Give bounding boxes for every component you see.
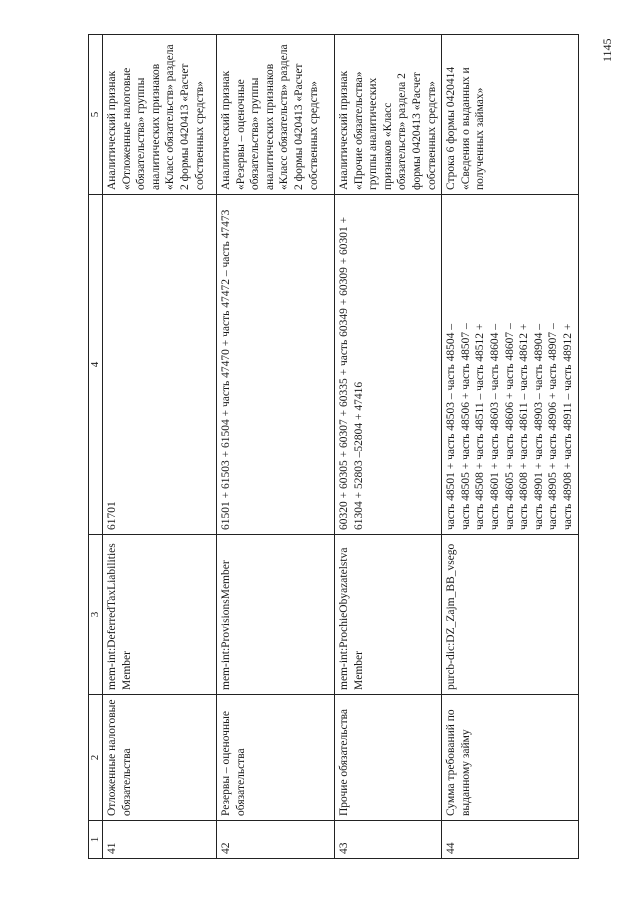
data-table (88, 34, 579, 859)
indicator-name: Отложенные налоговые обязательства (103, 695, 217, 821)
row-number: 43 (335, 821, 442, 859)
table-row (103, 35, 217, 859)
xbrl-element: mem-int:ProchieObyazatelstvaMember (335, 535, 442, 695)
header-row (89, 35, 103, 859)
source-note: Аналитический признак «Отложенные налоговые обязательства» группы аналитических признаков «Класс обязательств» раздела 2 формы 0420413 «Расчет собственных средств» (103, 35, 217, 195)
header-cell: 5 (89, 35, 103, 195)
source-note: Строка 6 формы 0420414 «Сведения о выданных и полученных займах» (442, 35, 578, 195)
indicator-name: Прочие обязательства (335, 695, 442, 821)
account-formula: 60320 + 60305 + 60307 + 60335 + часть 60349 + 60309 + 60301 + 61304 + 52803 –52804 + 47416 (335, 195, 442, 535)
row-number: 44 (442, 821, 578, 859)
account-formula: 61701 (103, 195, 217, 535)
row-number: 42 (217, 821, 335, 859)
header-cell: 3 (89, 535, 103, 695)
table-row (335, 35, 442, 859)
account-formula: 61501 + 61503 + 61504 + часть 47470 + часть 47472 – часть 47473 (217, 195, 335, 535)
indicator-name: Сумма требований по выданному займу (442, 695, 578, 821)
indicator-name: Резервы – оценочные обязательства (217, 695, 335, 821)
xbrl-element: mem-int:ProvisionsMember (217, 535, 335, 695)
header-cell: 2 (89, 695, 103, 821)
header-cell: 1 (89, 821, 103, 859)
table-row (217, 35, 335, 859)
source-note: Аналитический признак «Прочие обязательства» группы аналитических признаков «Класс обязательств» раздела 2 формы 0420413 «Расчет собственных средств» (335, 35, 442, 195)
xbrl-element: purcb-dic:DZ_Zajm_BB_vsego (442, 535, 578, 695)
table-row (442, 35, 578, 859)
source-note: Аналитический признак «Резервы – оценочные обязательства» группы аналитических признаков «Класс обязательств» раздела 2 формы 0420413 «Расчет собственных средств» (217, 35, 335, 195)
page-number: 1145 (600, 38, 614, 62)
header-cell: 4 (89, 195, 103, 535)
account-formula: часть 48501 + часть 48503 – часть 48504 – часть 48505 + часть 48506 + часть 48507 – часть 48508 + часть 48511 – часть 48512 + часть 48601 + часть 48603 – часть 48604 – часть 48605 + часть 48606 + часть 48607 – часть 48608 + часть 48611 – часть 48612 + часть 48901 + часть 48903 – часть 48904 – часть 48905 + часть 48906 + часть 48907 – часть 48908 + часть 48911 – часть 48912 + (442, 195, 578, 535)
row-number: 41 (103, 821, 217, 859)
xbrl-element: mem-int:DeferredTaxLiabilitiesMember (103, 535, 217, 695)
